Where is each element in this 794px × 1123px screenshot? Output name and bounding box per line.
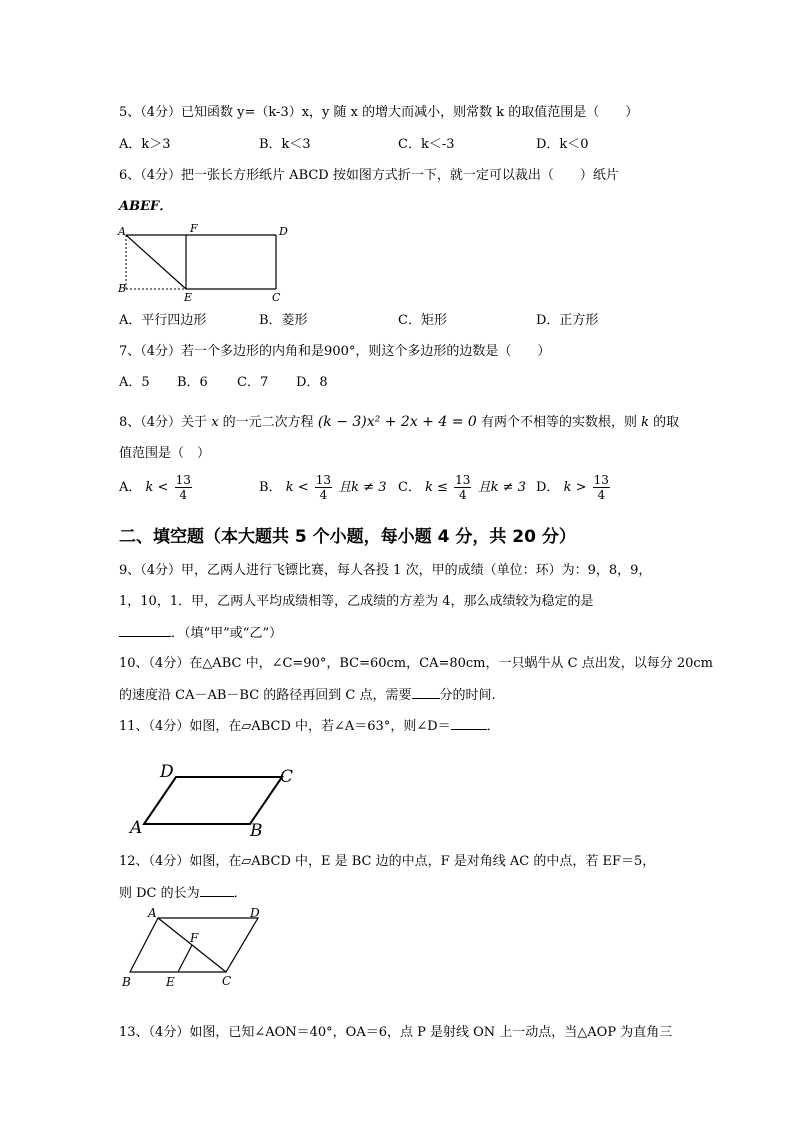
q8-option-d-fraction [593, 473, 610, 502]
q8-option-c-fraction [454, 473, 471, 502]
section-2-heading: 二、填空题（本大题共 5 个小题，每小题 4 分，共 20 分） [119, 527, 576, 547]
q5-option-a: A．k＞3 [119, 137, 171, 152]
q12-line-2-text: 则 DC 的长为 [119, 886, 200, 901]
q12-label-a: A [148, 906, 157, 920]
q12-figure [118, 905, 278, 989]
q8-suffix: 有两个不相等的实数根，则 [480, 415, 637, 430]
q5-option-b: B．k＜3 [259, 137, 311, 152]
q5-text: 5、（4分）已知函数 y=（k-3）x，y 随 x 的增大而减小，则常数 k 的取值范围是（ ） [119, 105, 639, 120]
q12-answer-blank[interactable] [200, 884, 234, 897]
q8-option-d-num: 13 [593, 473, 609, 487]
q11-figure [128, 760, 300, 840]
q8-text-2: 值范围是（ ） [119, 446, 211, 461]
q8-option-b-den: 4 [319, 488, 328, 502]
q11-end: ． [486, 719, 500, 734]
q6-option-a: A．平行四边形 [119, 313, 207, 328]
q12-label-d: D [250, 906, 260, 920]
q6-label-a: A [118, 225, 126, 238]
q5-option-d: D．k＜0 [536, 137, 589, 152]
q10-line-1: 10、（4分）在△ABC 中，∠C=90°，BC=60cm，CA=80cm，一只蜗牛从 C 点出发，以每分 20cm [119, 656, 714, 671]
q8-var-k: k [641, 415, 649, 430]
q8-option-a-num: 13 [175, 473, 191, 487]
q8-option-a-den: 4 [179, 488, 188, 502]
q12-label-e: E [166, 975, 175, 989]
q7-option-a: A．5 [119, 375, 150, 390]
q8-option-b-num: 13 [315, 473, 332, 487]
q8-option-c-pre: k ≤ [425, 480, 448, 495]
q6-label-c: C [272, 291, 281, 304]
q8-option-b-fraction [315, 473, 332, 502]
q8-option-c-den: 4 [458, 488, 467, 502]
q5-option-c: C．k＜-3 [398, 137, 455, 152]
q8-option-c [398, 473, 526, 502]
q7-option-b: B．6 [177, 375, 208, 390]
q11-answer-blank[interactable] [451, 717, 487, 730]
q7-option-d: D．8 [296, 375, 328, 390]
q12-label-f: F [190, 931, 199, 945]
q6-label-e: E [184, 291, 193, 304]
q8-option-a-pre: k < [145, 480, 169, 495]
q8-text [119, 413, 679, 432]
q11-label-b: B [250, 821, 263, 840]
q8-option-a [119, 473, 194, 502]
q6-text-2: ABEF． [119, 199, 173, 214]
q6-text: 6、（4分）把一张长方形纸片 ABCD 按如图方式折一下，就一定可以裁出（ ）纸片 [119, 168, 619, 183]
q7-option-c: C．7 [237, 375, 269, 390]
q7-text: 7、（4分）若一个多边形的内角和是900°，则这个多边形的边数是（ ） [119, 344, 551, 359]
q8-var-x: x [211, 415, 219, 430]
q8-option-c-post: 且k ≠ 3 [477, 480, 526, 495]
q6-option-d: D．正方形 [536, 313, 599, 328]
q8-option-c-num: 13 [455, 473, 471, 487]
q8-option-d [536, 473, 612, 502]
q11-text-body: 11、（4分）如图，在▱ABCD 中，若∠A＝63°，则∠D＝ [119, 719, 451, 734]
q9-line-3-text: ．（填“甲”或“乙”） [171, 626, 283, 641]
q12-label-b: B [122, 975, 131, 989]
q12-line-2 [119, 884, 247, 903]
q12-end: ． [233, 886, 247, 901]
q8-option-d-letter: D． [536, 480, 560, 495]
q10-line-2 [119, 686, 496, 705]
q10-answer-blank[interactable] [412, 686, 440, 699]
q8-option-b [259, 473, 386, 502]
q8-mid: 的一元二次方程 [222, 415, 314, 430]
q11-label-a: A [130, 818, 143, 838]
q8-equation: (k − 3)x² + 2x + 4 = 0 [317, 414, 477, 430]
q10-line-2b: 分的时间. [439, 688, 496, 703]
q8-option-d-pre: k > [563, 480, 587, 495]
q8-option-a-fraction [175, 473, 192, 502]
q9-line-2: 1，10，1．甲，乙两人平均成绩相等，乙成绩的方差为 4，那么成绩较为稳定的是 [119, 594, 594, 609]
q8-option-b-pre: k < [285, 480, 309, 495]
q8-end: 的取 [653, 415, 680, 430]
q11-text [119, 717, 500, 736]
q9-answer-blank[interactable] [119, 624, 171, 637]
q8-option-b-post: 且k ≠ 3 [338, 480, 387, 495]
q6-option-c: C．矩形 [398, 313, 447, 328]
q9-line-1: 9、（4分）甲，乙两人进行飞镖比赛，每人各投 1 次，甲的成绩（单位：环）为：9，8，9， [119, 563, 652, 578]
q11-label-d: D [160, 762, 174, 782]
q6-label-b: B [118, 282, 127, 295]
q6-option-b: B．菱形 [259, 313, 308, 328]
q8-option-c-letter: C． [398, 480, 421, 495]
q12-line-1: 12、（4分）如图，在▱ABCD 中，E 是 BC 边的中点，F 是对角线 AC 的中点，若 EF＝5， [119, 854, 656, 869]
q8-option-a-letter: A． [119, 480, 142, 495]
q6-label-f: F [190, 222, 198, 235]
q11-label-c: C [280, 767, 294, 787]
q6-label-d: D [279, 225, 288, 238]
q13-text: 13、（4分）如图，已知∠AON＝40°，OA＝6，点 P 是射线 ON 上一动点，当△AOP 为直角三 [119, 1025, 673, 1040]
q8-option-d-den: 4 [597, 488, 606, 502]
q10-line-2a: 的速度沿 CA－AB－BC 的路径再回到 C 点，需要 [119, 688, 412, 703]
q8-option-b-letter: B． [259, 480, 282, 495]
q6-figure [116, 222, 296, 304]
q12-label-c: C [222, 974, 232, 988]
q8-prefix: 8、（4分）关于 [119, 415, 208, 430]
q9-line-3 [119, 624, 282, 643]
